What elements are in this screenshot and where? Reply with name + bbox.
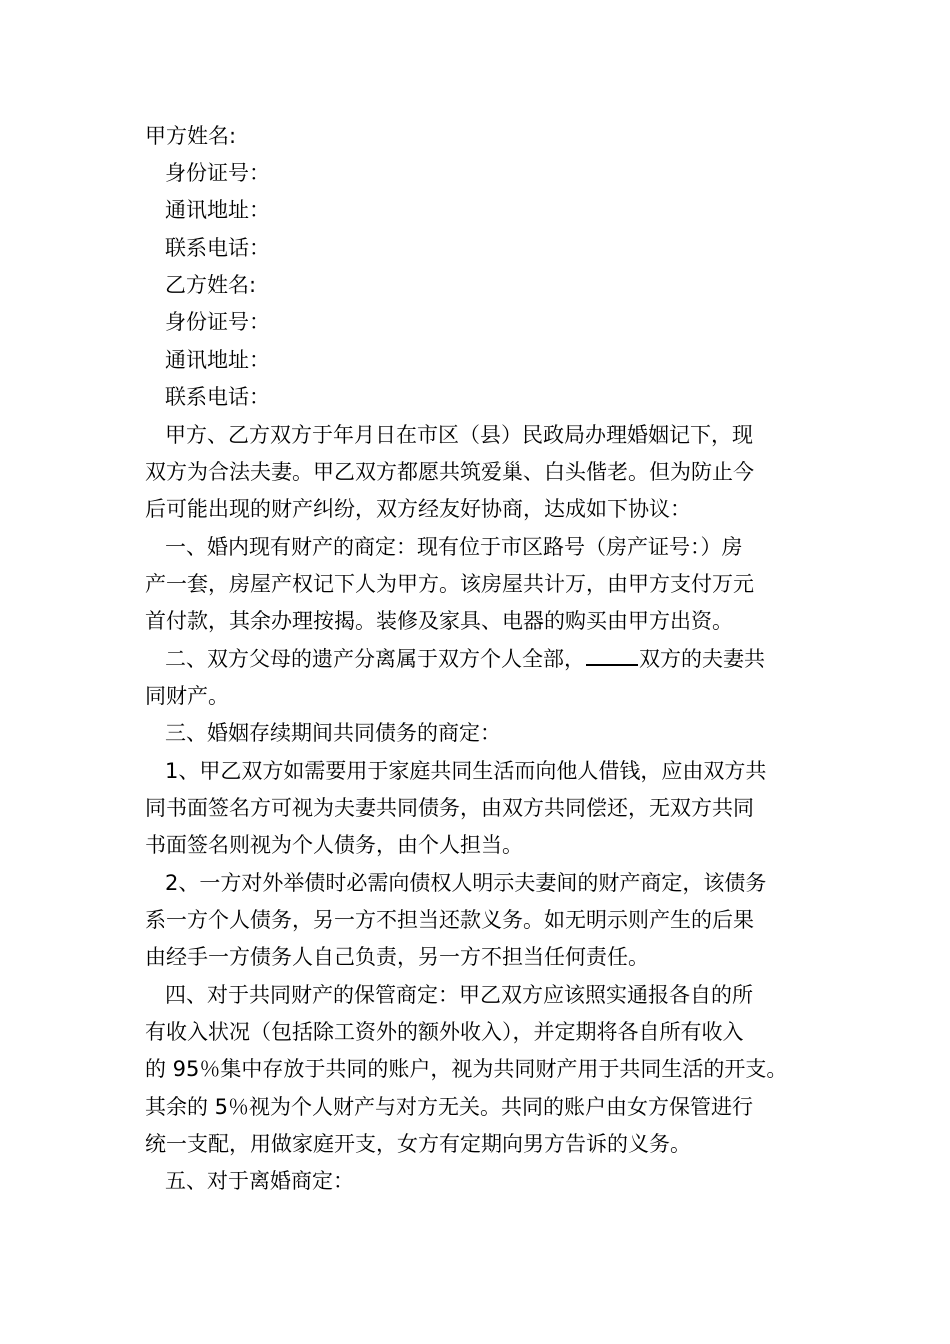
section4-line: 四、对于共同财产的保管商定：甲乙双方应该照实通报各自的所	[165, 983, 753, 1007]
intro-line: 后可能出现的财产纠纷，双方经友好协商，达成如下协议：	[145, 497, 691, 521]
section3-item1-line: 1、甲乙双方如需要用于家庭共同生活而向他人借钱，应由双方共	[165, 759, 767, 783]
section3-title: 三、婚姻存续期间共同债务的商定：	[165, 721, 501, 745]
section4-line: 的 95％集中存放于共同的账户，视为共同财产用于共同生活的开支。	[145, 1057, 788, 1081]
section1-line: 产一套，房屋产权记下人为甲方。该房屋共计万，由甲方支付万元	[145, 572, 754, 596]
fill-in-blank	[586, 646, 638, 666]
party-b-id-label: 身份证号：	[165, 310, 270, 334]
party-a-name-label: 甲方姓名:	[145, 124, 237, 148]
section2-text-before: 二、双方父母的遗产分离属于双方个人全部，	[165, 647, 585, 671]
section4-line: 统一支配，用做家庭开支，女方有定期向男方告诉的义务。	[145, 1132, 691, 1156]
section3-item2-line: 系一方个人债务，另一方不担当还款义务。如无明示则产生的后果	[145, 908, 754, 932]
intro-line: 甲方、乙方双方于年月日在市区（县）民政局办理婚姻记下，现	[165, 423, 753, 447]
section3-item2-line: 2、一方对外举债时必需向债权人明示夫妻间的财产商定，该债务	[165, 871, 767, 895]
section2-line	[165, 644, 765, 674]
party-b-phone-label: 联系电话：	[165, 385, 270, 409]
section5-title: 五、对于离婚商定：	[165, 1169, 354, 1193]
party-b-address-label: 通讯地址：	[165, 348, 270, 372]
section4-line: 其余的 5％视为个人财产与对方无关。共同的账户由女方保管进行	[145, 1095, 754, 1119]
section3-item1-line: 书面签名则视为个人债务，由个人担当。	[145, 833, 523, 857]
section3-item1-line: 同书面签名方可视为夫妻共同债务，由双方共同偿还，无双方共同	[145, 796, 754, 820]
party-a-id-label: 身份证号：	[165, 161, 270, 185]
section1-line: 一、婚内现有财产的商定：现有位于市区路号（房产证号：）房	[165, 535, 743, 559]
section4-line: 有收入状况（包括除工资外的额外收入），并定期将各自所有收入	[145, 1020, 744, 1044]
section2-text-after: 双方的夫妻共	[639, 647, 765, 671]
party-b-name-label: 乙方姓名:	[165, 273, 257, 297]
section2-line: 同财产。	[145, 684, 229, 708]
section1-line: 首付款，其余办理按揭。装修及家具、电器的购买由甲方出资。	[145, 609, 733, 633]
party-a-address-label: 通讯地址：	[165, 198, 270, 222]
party-a-phone-label: 联系电话：	[165, 236, 270, 260]
section3-item2-line: 由经手一方债务人自己负责，另一方不担当任何责任。	[145, 945, 649, 969]
intro-line: 双方为合法夫妻。甲乙双方都愿共筑爱巢、白头偕老。但为防止今	[145, 460, 754, 484]
